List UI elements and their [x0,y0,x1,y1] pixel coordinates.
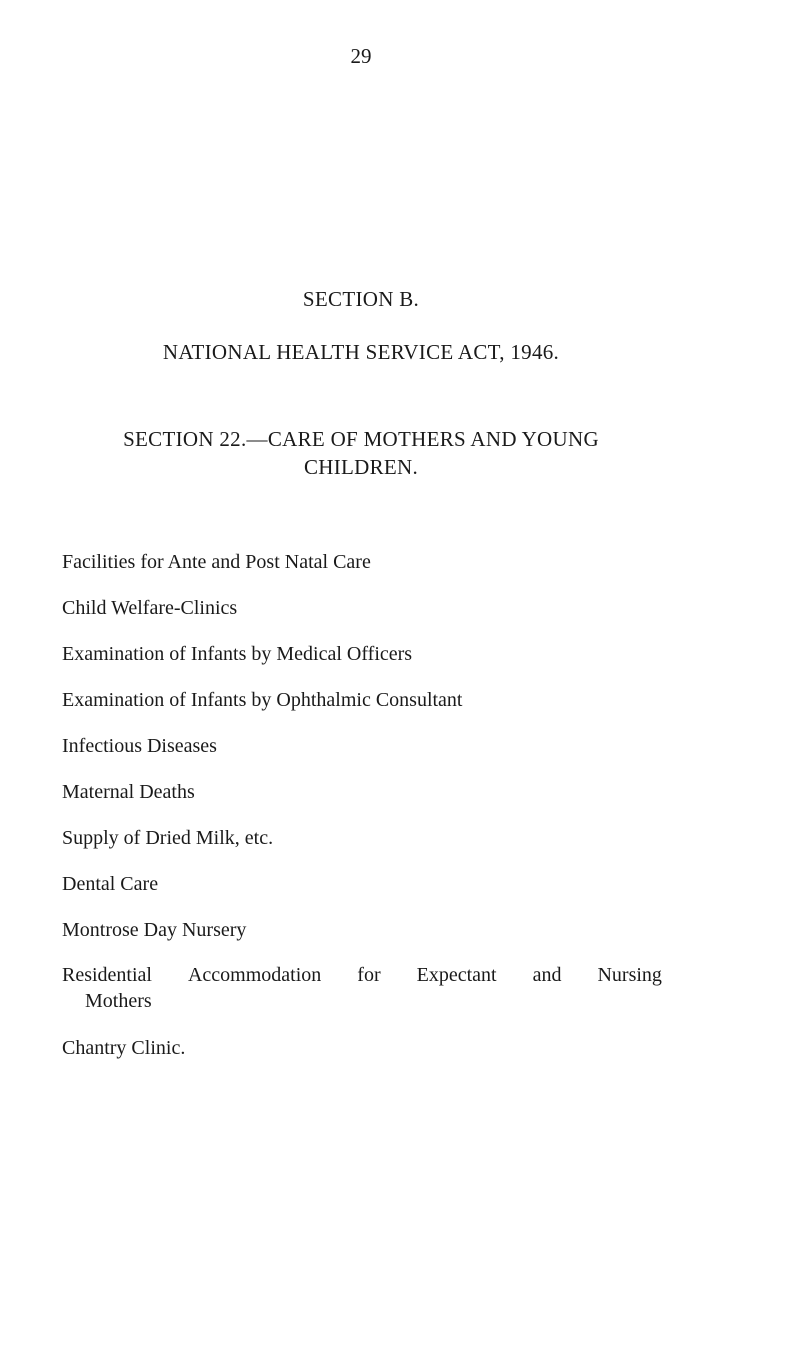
contents-item-ophthalmic-examination: Examination of Infants by Ophthalmic Consultant [62,689,463,711]
word: for [357,964,381,986]
contents-item-child-welfare-clinics: Child Welfare-Clinics [62,597,238,619]
section-title-line-1: SECTION 22.—CARE OF MOTHERS AND YOUNG [123,427,599,451]
page-number: 29 [350,44,372,68]
contents-item-medical-officer-examination: Examination of Infants by Medical Officers [62,643,413,665]
residential-accommodation-line-2: Mothers [85,990,152,1012]
contents-item-dried-milk: Supply of Dried Milk, etc. [62,827,274,849]
word: Expectant [416,964,497,986]
section-title-line-2: CHILDREN. [303,455,419,479]
contents-item-infectious-diseases: Infectious Diseases [62,735,217,757]
contents-item-antenatal-care: Facilities for Ante and Post Natal Care [62,551,371,573]
contents-item-maternal-deaths: Maternal Deaths [62,781,195,803]
word: Residential [62,964,152,986]
section-title [0,425,722,481]
contents-item-chantry-clinic: Chantry Clinic. [62,1037,186,1059]
word: and [532,964,562,986]
word: Accommodation [187,964,322,986]
contents-item-residential-accommodation [62,962,662,1034]
section-label: SECTION B. [302,287,420,311]
word: Nursing [597,964,662,986]
residential-accommodation-line-1 [62,962,662,988]
contents-item-dental-care: Dental Care [62,873,159,895]
contents-list [62,548,662,1080]
contents-item-day-nursery: Montrose Day Nursery [62,919,247,941]
act-title: NATIONAL HEALTH SERVICE ACT, 1946. [162,340,560,364]
